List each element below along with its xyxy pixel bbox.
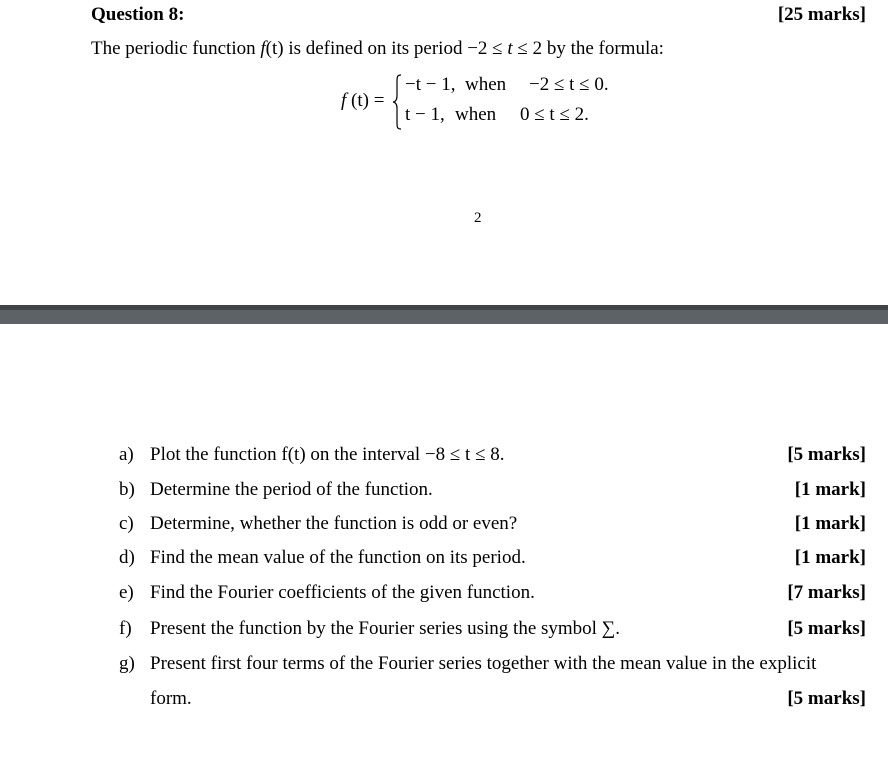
task-b xyxy=(119,479,433,501)
intro-suffix: ≤ 2 by the formula: xyxy=(512,38,664,59)
task-e-marks: [7 marks] xyxy=(787,582,866,603)
page-separator xyxy=(0,305,888,324)
formula-lhs-f: f xyxy=(341,90,347,111)
task-e xyxy=(119,582,535,604)
task-text: Determine the period of the function. xyxy=(150,479,433,500)
task-text: Determine, whether the function is odd or even? xyxy=(150,513,518,534)
formula-lhs-rest: (t) = xyxy=(346,90,385,111)
case-1-condition: −2 ≤ t ≤ 0. xyxy=(529,74,609,95)
formula-lhs xyxy=(341,90,384,112)
task-letter: c) xyxy=(119,513,134,534)
question-marks: [25 marks] xyxy=(777,4,866,25)
task-c-marks: [1 mark] xyxy=(794,513,866,534)
task-letter: d) xyxy=(119,547,135,568)
task-text: Find the Fourier coefficients of the given function. xyxy=(150,582,535,603)
task-g-continuation: form. xyxy=(150,688,192,709)
piecewise-formula xyxy=(341,72,641,132)
task-letter: e) xyxy=(119,582,134,603)
case-1-when: when xyxy=(465,74,507,95)
task-letter: f) xyxy=(119,618,132,639)
task-letter: a) xyxy=(119,444,134,465)
intro-func-arg: (t) xyxy=(265,38,284,59)
task-text: Find the mean value of the function on its period. xyxy=(150,547,526,568)
page-number: 2 xyxy=(474,210,482,226)
question-intro xyxy=(91,38,664,60)
task-b-marks: [1 mark] xyxy=(794,479,866,500)
question-title: Question 8: xyxy=(91,4,185,25)
page-bottom xyxy=(0,324,888,757)
intro-func-name: f xyxy=(260,38,266,59)
case-2-when: when xyxy=(455,104,497,125)
task-text: Plot the function f(t) on the interval −8 ≤ t ≤ 8. xyxy=(150,444,505,465)
task-f xyxy=(119,618,620,640)
task-text: Present first four terms of the Fourier series together with the mean value in the explicit xyxy=(150,653,817,674)
page-top xyxy=(0,0,888,305)
task-a xyxy=(119,444,505,466)
case-2-expression: t − 1, xyxy=(405,104,445,125)
task-letter: b) xyxy=(119,479,135,500)
case-2-condition: 0 ≤ t ≤ 2. xyxy=(520,104,589,125)
task-d-marks: [1 mark] xyxy=(794,547,866,568)
task-d xyxy=(119,547,526,569)
intro-var: t xyxy=(507,38,513,59)
task-text: Present the function by the Fourier series using the symbol ∑. xyxy=(150,618,620,639)
task-a-marks: [5 marks] xyxy=(787,444,866,465)
case-1-expression: −t − 1, xyxy=(405,74,456,95)
intro-middle: is defined on its period −2 ≤ xyxy=(283,38,508,59)
task-g xyxy=(119,653,816,675)
intro-prefix: The periodic function xyxy=(91,38,261,59)
task-f-marks: [5 marks] xyxy=(787,618,866,639)
task-c xyxy=(119,513,517,535)
task-letter: g) xyxy=(119,653,135,674)
task-g-marks: [5 marks] xyxy=(787,688,866,709)
left-brace-icon xyxy=(392,74,402,130)
page-separator-shadow xyxy=(0,305,888,310)
